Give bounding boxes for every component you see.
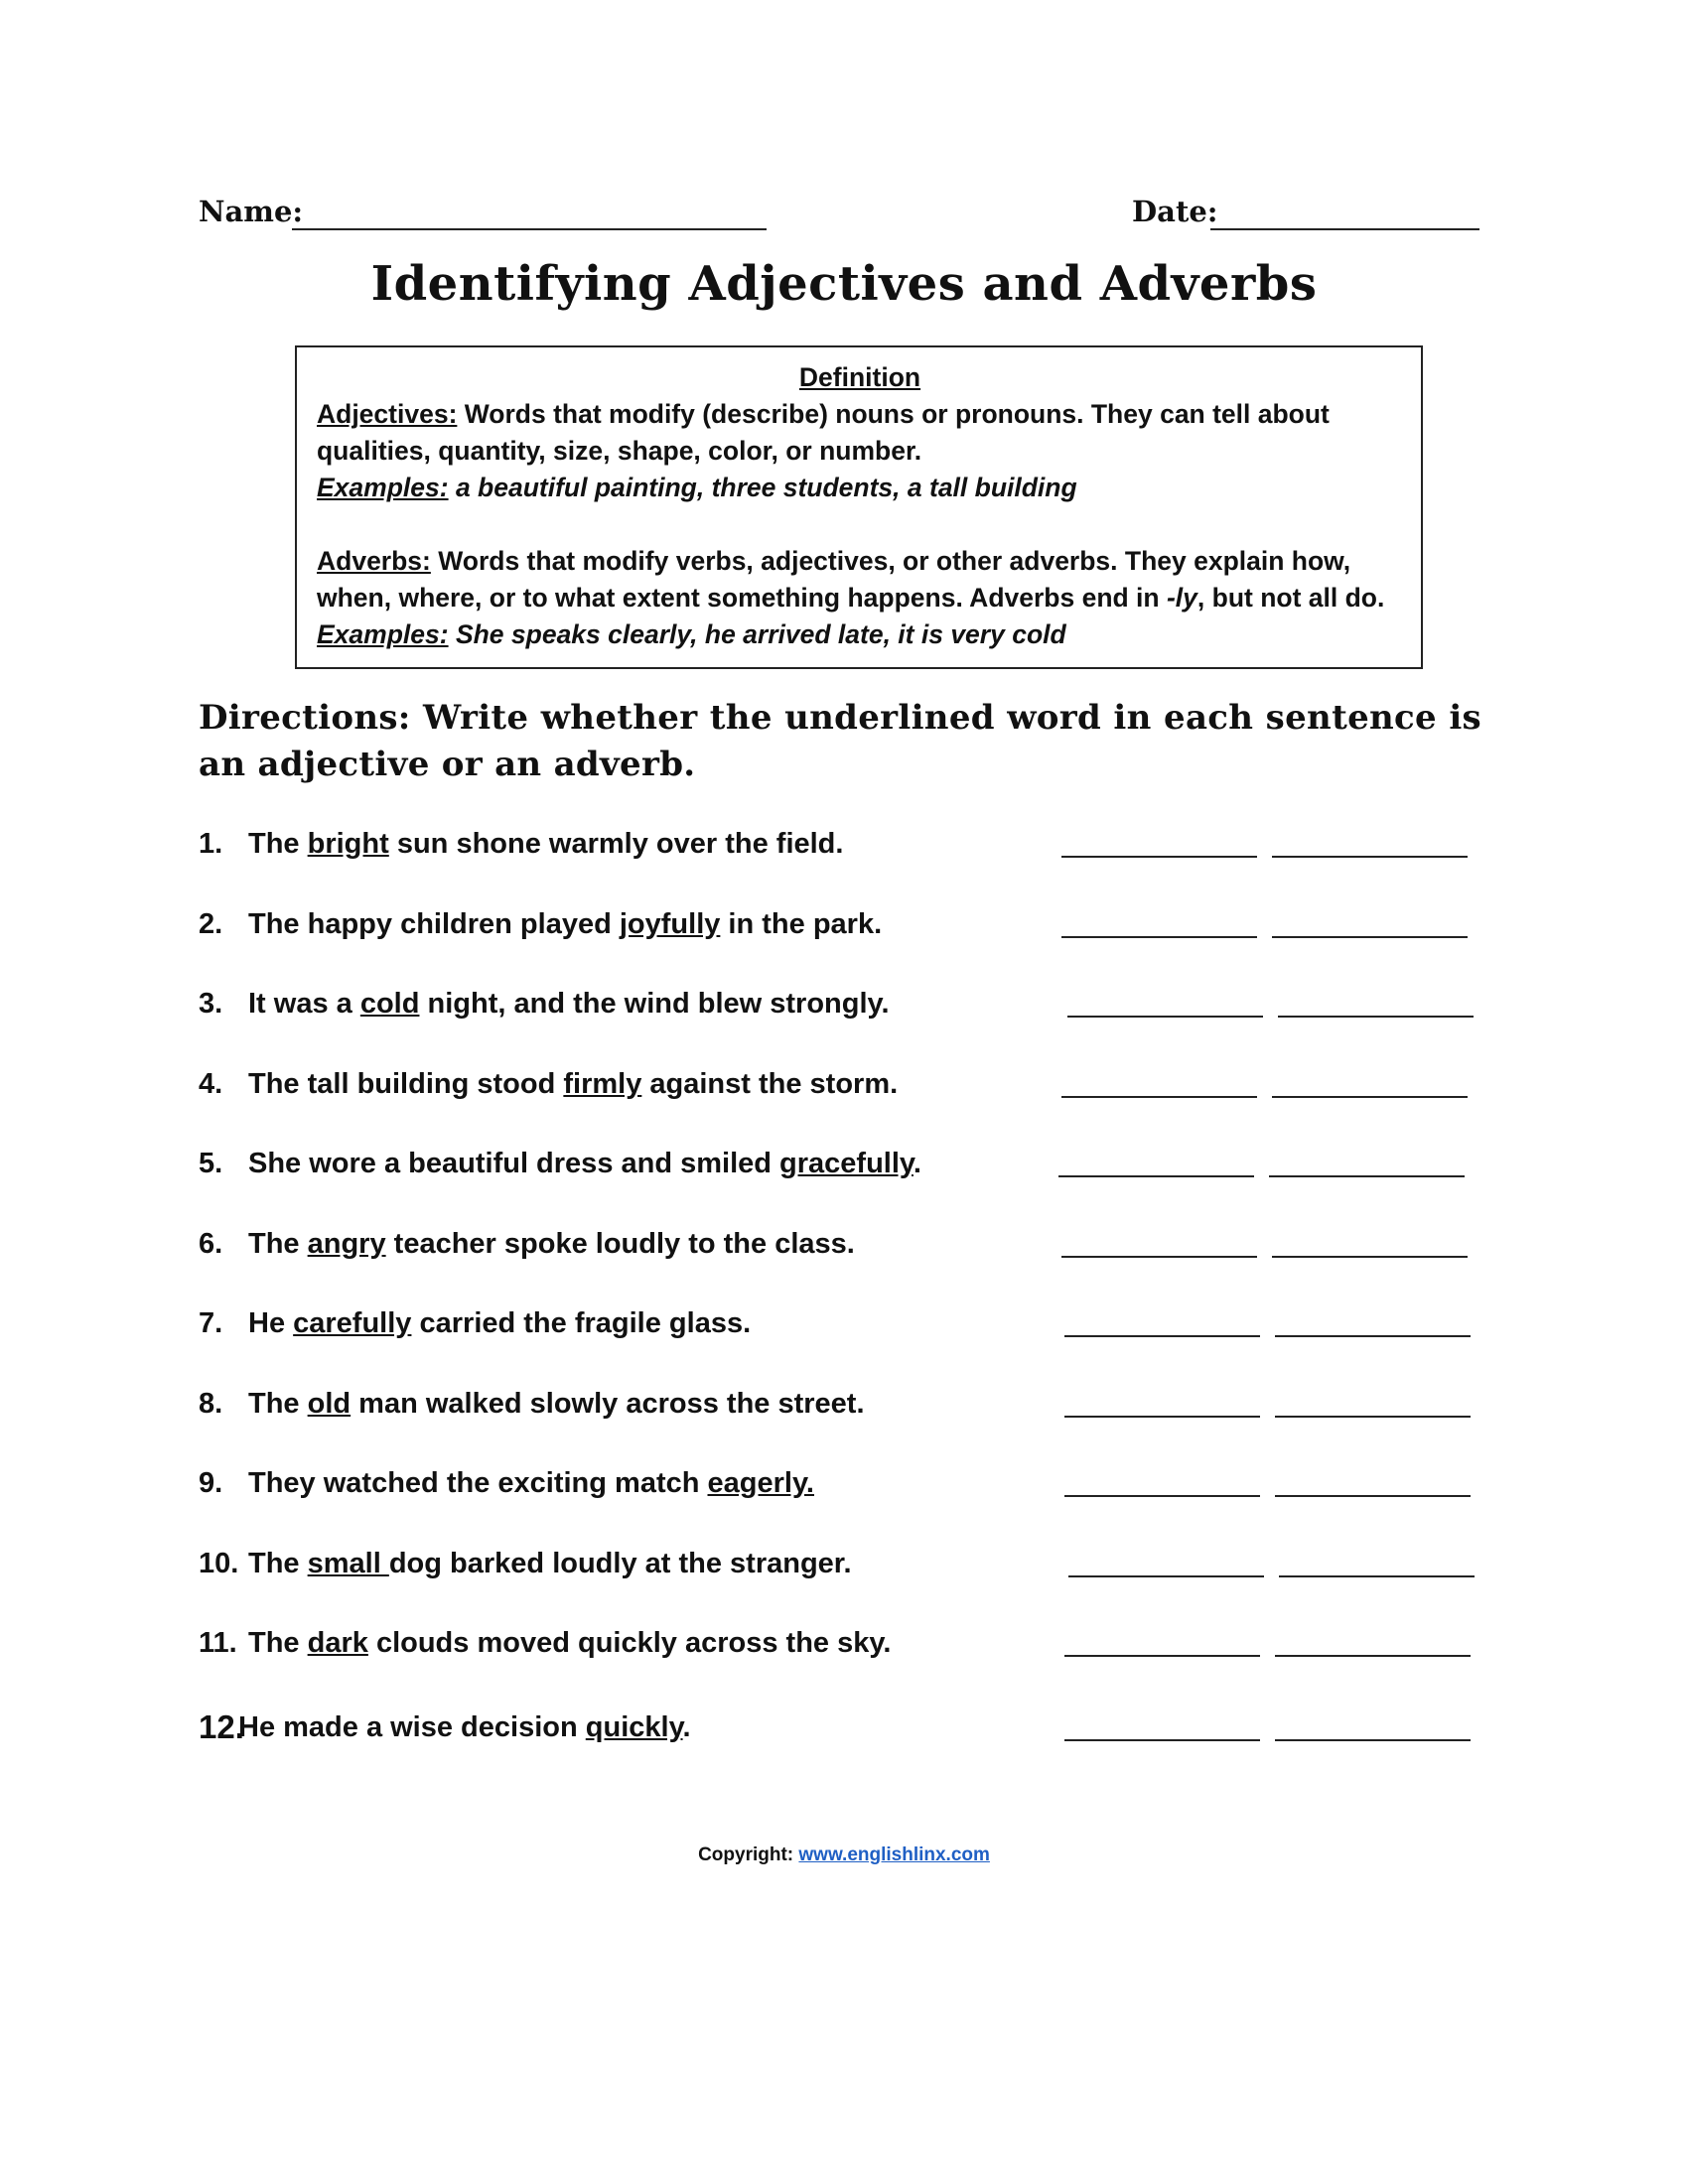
underlined-word: gracefully — [779, 1148, 914, 1179]
adverbs-definition-line-1 — [317, 543, 1403, 580]
question-sentence — [248, 824, 843, 864]
adjectives-term: Adjectives: — [317, 399, 458, 429]
question-row — [199, 1303, 1489, 1343]
answer-blank-2[interactable] — [1272, 1096, 1468, 1098]
sentence-before: It was a — [248, 988, 360, 1020]
adjectives-examples — [317, 470, 1403, 506]
sentence-after: against the storm. — [641, 1068, 899, 1100]
question-number: 7. — [199, 1307, 223, 1339]
question-number: 8. — [199, 1388, 223, 1420]
sentence-after: . — [913, 1148, 921, 1179]
adverbs-text-2b: , but not all do. — [1196, 583, 1385, 613]
answer-blank-1[interactable] — [1064, 1495, 1260, 1497]
sentence-before: She wore a beautiful dress and smiled — [248, 1148, 780, 1179]
question-sentence — [248, 1463, 814, 1503]
question-number: 2. — [199, 908, 223, 940]
question-row — [199, 1064, 1489, 1104]
underlined-word: joyfully — [619, 908, 721, 940]
question-row — [199, 1224, 1489, 1264]
question-row — [199, 904, 1489, 944]
answer-blank-2[interactable] — [1272, 856, 1468, 858]
question-sentence — [248, 1224, 855, 1264]
underlined-word: small — [307, 1548, 389, 1579]
question-number: 10. — [199, 1548, 239, 1579]
sentence-before: He made a wise decision — [238, 1711, 586, 1743]
adverbs-text-1: Words that modify verbs, adjectives, or other adverbs. They explain how, — [430, 546, 1351, 576]
underlined-word: angry — [307, 1228, 386, 1260]
question-number: 5. — [199, 1148, 223, 1179]
definition-heading: Definition — [798, 362, 921, 392]
question-sentence — [248, 904, 882, 944]
adverbs-definition-line-2 — [317, 580, 1403, 616]
sentence-before: The — [248, 1548, 308, 1579]
adverbs-text-2a: when, where, or to what extent something happens. Adverbs end in — [317, 583, 1167, 613]
underlined-word: dark — [307, 1627, 368, 1659]
underlined-word: eagerly. — [707, 1467, 814, 1499]
sentence-before: They watched the exciting match — [248, 1467, 708, 1499]
question-row — [199, 1384, 1489, 1424]
answer-blank-1[interactable] — [1061, 1256, 1257, 1258]
question-sentence — [238, 1707, 691, 1747]
question-number: 4. — [199, 1068, 223, 1100]
sentence-before: He — [248, 1307, 294, 1339]
answer-blank-1[interactable] — [1061, 936, 1257, 938]
sentence-after: sun shone warmly over the field. — [388, 828, 844, 860]
adverbs-term: Adverbs: — [317, 546, 431, 576]
sentence-after: teacher spoke loudly to the class. — [385, 1228, 855, 1260]
adjectives-text-1: Words that modify (describe) nouns or pronouns. They can tell about — [457, 399, 1330, 429]
sentence-before: The — [248, 1388, 308, 1420]
sentence-after: man walked slowly across the street. — [351, 1388, 865, 1420]
date-label: Date: — [1132, 195, 1218, 228]
answer-blank-2[interactable] — [1279, 1575, 1475, 1577]
question-number: 11. — [199, 1627, 237, 1659]
worksheet-title: Identifying Adjectives and Adverbs — [370, 256, 1318, 312]
question-sentence — [248, 1623, 891, 1663]
sentence-after: clouds moved quickly across the sky. — [367, 1627, 892, 1659]
sentence-before: The tall building stood — [248, 1068, 564, 1100]
answer-blank-2[interactable] — [1275, 1495, 1471, 1497]
underlined-word: carefully — [293, 1307, 412, 1339]
answer-blank-1[interactable] — [1064, 1655, 1260, 1657]
sentence-after: dog barked loudly at the stranger. — [388, 1548, 852, 1579]
answer-blank-1[interactable] — [1061, 856, 1257, 858]
adjectives-definition-line-1 — [317, 396, 1403, 433]
adverbs-examples-text: She speaks clearly, he arrived late, it is very cold — [448, 619, 1066, 649]
underlined-word: old — [307, 1388, 352, 1420]
copyright — [0, 1844, 1688, 1866]
question-row — [199, 824, 1489, 864]
copyright-link[interactable]: www.englishlinx.com — [798, 1844, 990, 1865]
answer-blank-2[interactable] — [1272, 936, 1468, 938]
answer-blank-2[interactable] — [1275, 1739, 1471, 1741]
sentence-before: The — [248, 828, 308, 860]
answer-blank-2[interactable] — [1278, 1016, 1474, 1018]
header-row — [199, 195, 1479, 238]
adjectives-examples-text: a beautiful painting, three students, a tall building — [448, 473, 1077, 502]
sentence-after: . — [682, 1711, 691, 1743]
question-number: 1. — [199, 828, 223, 860]
sentence-before: The — [248, 1228, 308, 1260]
adjectives-text-2: qualities, quantity, size, shape, color, or number. — [317, 436, 922, 466]
copyright-label: Copyright: — [698, 1844, 799, 1865]
answer-blank-1[interactable] — [1064, 1416, 1260, 1418]
question-number: 12. — [199, 1708, 244, 1745]
sentence-after: night, and the wind blew strongly. — [419, 988, 890, 1020]
answer-blank-1[interactable] — [1068, 1575, 1264, 1577]
answer-blank-2[interactable] — [1275, 1416, 1471, 1418]
question-sentence — [248, 1303, 751, 1343]
answer-blank-1[interactable] — [1058, 1175, 1254, 1177]
definition-box — [295, 345, 1423, 669]
sentence-after: carried the fragile glass. — [411, 1307, 752, 1339]
question-row — [199, 1623, 1489, 1663]
adverbs-ly-suffix: -ly — [1166, 583, 1197, 613]
adverbs-examples — [317, 616, 1403, 653]
name-label: Name: — [199, 195, 304, 228]
adjectives-examples-label: Examples: — [317, 473, 449, 502]
question-number: 3. — [199, 988, 223, 1020]
question-sentence — [248, 1064, 898, 1104]
question-number: 6. — [199, 1228, 223, 1260]
question-row — [199, 1707, 1489, 1747]
answer-blank-2[interactable] — [1275, 1655, 1471, 1657]
adverbs-examples-label: Examples: — [317, 619, 449, 649]
answer-blank-1[interactable] — [1067, 1016, 1263, 1018]
question-row — [199, 1544, 1489, 1583]
underlined-word: firmly — [563, 1068, 642, 1100]
date-field[interactable] — [1210, 228, 1479, 230]
answer-blank-2[interactable] — [1275, 1335, 1471, 1337]
question-row — [199, 1144, 1489, 1183]
question-sentence — [248, 1144, 921, 1183]
question-sentence — [248, 1384, 865, 1424]
answer-blank-2[interactable] — [1269, 1175, 1465, 1177]
answer-blank-2[interactable] — [1272, 1256, 1468, 1258]
question-sentence — [248, 984, 890, 1024]
answer-blank-1[interactable] — [1064, 1739, 1260, 1741]
question-number: 9. — [199, 1467, 223, 1499]
question-sentence — [248, 1544, 852, 1583]
sentence-before: The — [248, 1627, 308, 1659]
underlined-word: bright — [307, 828, 389, 860]
directions: Directions: Write whether the underlined word in each sentence is an adjective or an adverb. — [199, 698, 1481, 784]
name-field[interactable] — [292, 228, 767, 230]
sentence-before: The happy children played — [248, 908, 620, 940]
underlined-word: quickly — [585, 1711, 683, 1743]
question-row — [199, 1463, 1489, 1503]
question-row — [199, 984, 1489, 1024]
sentence-after: in the park. — [720, 908, 883, 940]
answer-blank-1[interactable] — [1064, 1335, 1260, 1337]
underlined-word: cold — [359, 988, 420, 1020]
answer-blank-1[interactable] — [1061, 1096, 1257, 1098]
